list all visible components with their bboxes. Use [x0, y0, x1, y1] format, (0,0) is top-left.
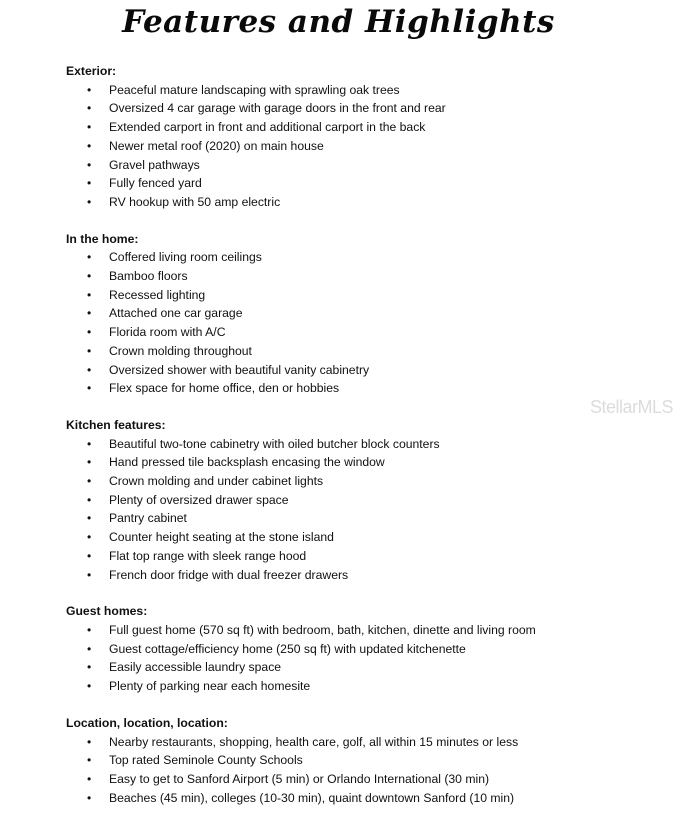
list-item: • Florida room with A/C — [66, 323, 666, 342]
page-title: Features and Highlights — [122, 4, 555, 40]
section-location — [66, 714, 666, 808]
features-document — [66, 62, 666, 825]
list-item: • Pantry cabinet — [66, 509, 666, 528]
list-item: • Crown molding and under cabinet lights — [66, 472, 666, 491]
list-item: • Beautiful two-tone cabinetry with oiled butcher block counters — [66, 435, 666, 454]
list-item: • Extended carport in front and additional carport in the back — [66, 118, 666, 137]
section-heading: Location, location, location: — [66, 715, 228, 730]
section-heading: Guest homes: — [66, 604, 148, 619]
list-item: • Full guest home (570 sq ft) with bedroom, bath, kitchen, dinette and living room — [66, 621, 666, 640]
list-item: • Plenty of parking near each homesite — [66, 677, 666, 696]
feature-list — [66, 248, 666, 398]
list-item: • Guest cottage/efficiency home (250 sq ft) with updated kitchenette — [66, 640, 666, 659]
list-item: • RV hookup with 50 amp electric — [66, 193, 666, 212]
list-item: • Crown molding throughout — [66, 342, 666, 361]
list-item: • Top rated Seminole County Schools — [66, 751, 666, 770]
list-item: • Peaceful mature landscaping with sprawling oak trees — [66, 81, 666, 100]
watermark-logo: StellarMLS — [589, 397, 673, 417]
feature-list — [66, 733, 666, 808]
section-in-the-home — [66, 230, 666, 398]
section-guest-homes — [66, 602, 666, 696]
feature-list — [66, 435, 666, 585]
list-item: • Oversized shower with beautiful vanity cabinetry — [66, 361, 666, 380]
list-item: • Hand pressed tile backsplash encasing the window — [66, 453, 666, 472]
list-item: • Flat top range with sleek range hood — [66, 547, 666, 566]
list-item: • French door fridge with dual freezer drawers — [66, 566, 666, 585]
section-heading: In the home: — [66, 231, 139, 246]
list-item: • Plenty of oversized drawer space — [66, 491, 666, 510]
list-item: • Flex space for home office, den or hobbies — [66, 379, 666, 398]
list-item: • Oversized 4 car garage with garage doors in the front and rear — [66, 99, 666, 118]
section-heading: Exterior: — [66, 64, 117, 78]
list-item: • Attached one car garage — [66, 304, 666, 323]
feature-list — [66, 81, 666, 212]
list-item: • Nearby restaurants, shopping, health care, golf, all within 15 minutes or less — [66, 733, 666, 752]
list-item: • Gravel pathways — [66, 156, 666, 175]
list-item: • Recessed lighting — [66, 286, 666, 305]
list-item: • Bamboo floors — [66, 267, 666, 286]
section-heading: Kitchen features: — [66, 417, 166, 432]
feature-list — [66, 621, 666, 696]
list-item: • Counter height seating at the stone island — [66, 528, 666, 547]
list-item: • Newer metal roof (2020) on main house — [66, 137, 666, 156]
list-item: • Easily accessible laundry space — [66, 658, 666, 677]
list-item: • Fully fenced yard — [66, 174, 666, 193]
section-exterior — [66, 62, 666, 212]
section-kitchen-features — [66, 416, 666, 584]
list-item: • Coffered living room ceilings — [66, 248, 666, 267]
list-item: • Easy to get to Sanford Airport (5 min) or Orlando International (30 min) — [66, 770, 666, 789]
list-item: • Beaches (45 min), colleges (10-30 min), quaint downtown Sanford (10 min) — [66, 789, 666, 808]
